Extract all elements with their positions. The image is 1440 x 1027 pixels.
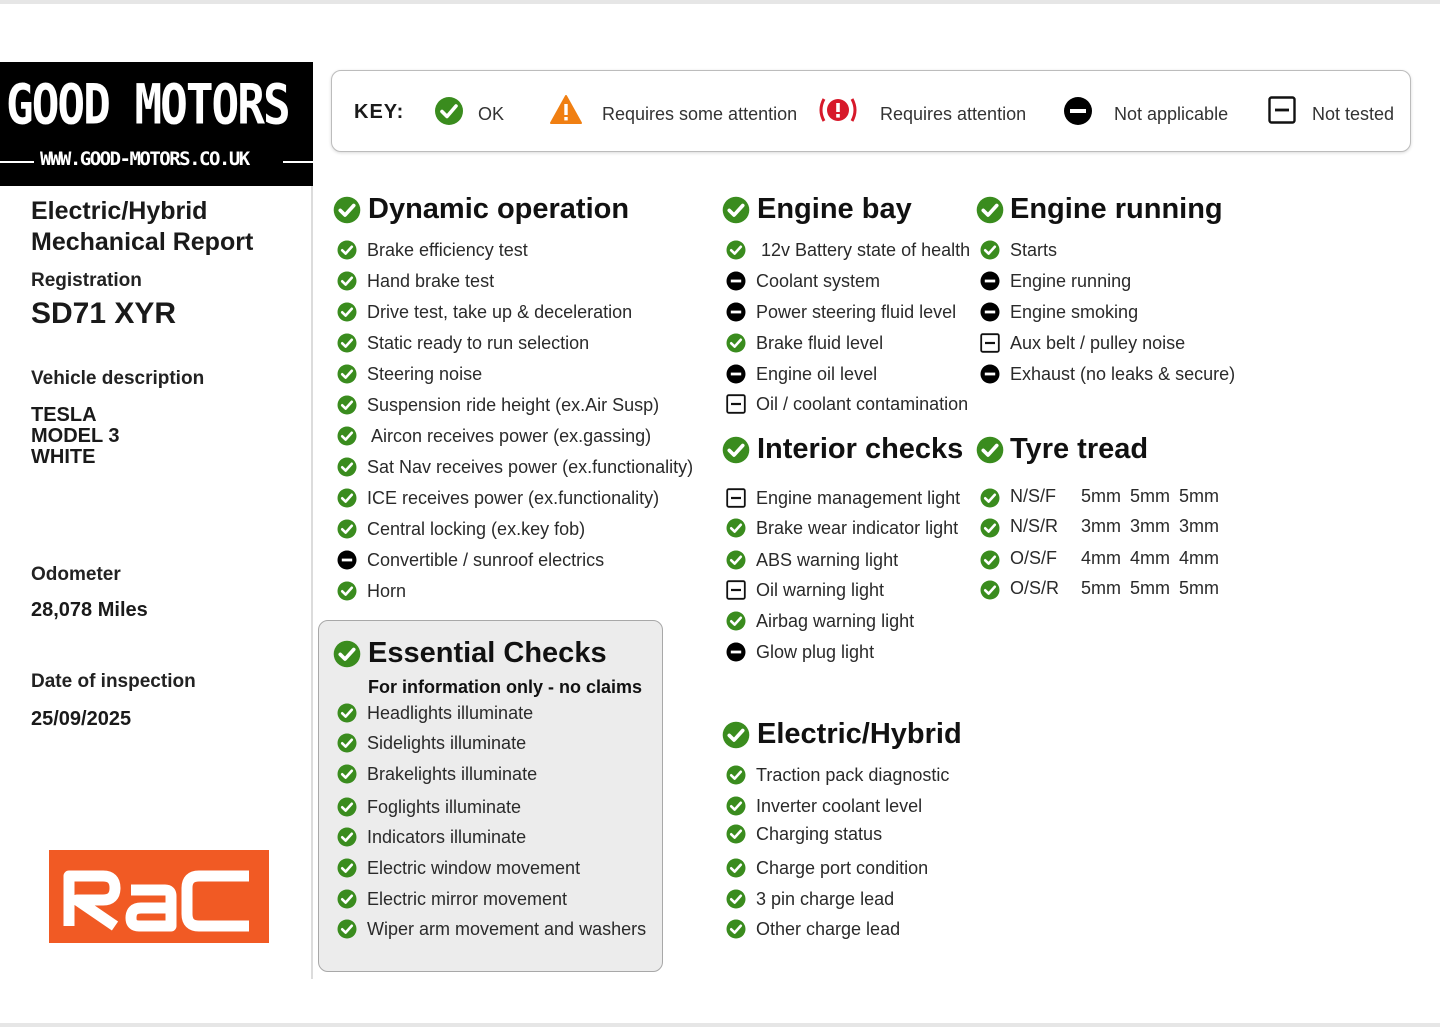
ok-check-icon	[722, 436, 750, 464]
ok-check-icon	[337, 919, 357, 939]
check-item-label: Power steering fluid level	[756, 302, 957, 322]
logo-rule-right	[283, 161, 313, 163]
check-item-label: Coolant system	[756, 271, 881, 291]
ok-check-icon	[337, 827, 357, 847]
check-item-label: Foglights illuminate	[367, 797, 522, 817]
ok-check-icon	[337, 488, 357, 508]
ok-check-icon	[722, 721, 750, 749]
ok-check-icon	[337, 333, 357, 353]
check-item-label: Static ready to run selection	[367, 333, 590, 353]
ok-check-icon	[337, 240, 357, 260]
ok-check-icon	[337, 764, 357, 784]
vehicle-model: MODEL 3	[31, 425, 120, 447]
check-item-label: Charge port condition	[756, 858, 929, 878]
odometer-label: Odometer	[31, 564, 121, 585]
check-item-label: Electric window movement	[367, 858, 581, 878]
rac-wordmark-icon	[49, 850, 269, 943]
ok-check-icon	[980, 518, 1000, 538]
ok-check-icon	[337, 302, 357, 322]
rac-logo	[49, 850, 269, 943]
logo-rule-left	[0, 161, 34, 163]
ok-check-icon	[980, 580, 1000, 600]
check-item-label: Inverter coolant level	[756, 796, 923, 816]
ok-check-icon	[337, 519, 357, 539]
check-item-label: Brake efficiency test	[367, 240, 528, 260]
warning-triangle-icon	[549, 94, 583, 125]
check-item-label: Airbag warning light	[756, 611, 915, 631]
ok-check-icon	[976, 196, 1004, 224]
not-applicable-icon	[726, 302, 746, 322]
ok-check-icon	[726, 919, 746, 939]
vehicle-colour: WHITE	[31, 446, 96, 468]
ok-check-icon	[337, 703, 357, 723]
key-attention-label: Requires attention	[880, 104, 1027, 124]
ok-check-icon	[726, 796, 746, 816]
key-ok-label: OK	[478, 104, 505, 124]
check-item-label: Hand brake test	[367, 271, 495, 291]
check-item-label: Headlights illuminate	[367, 703, 534, 723]
check-item-label: 12v Battery state of health	[756, 240, 971, 260]
ok-check-icon	[980, 488, 1000, 508]
key-title: KEY:	[354, 101, 405, 123]
not-applicable-icon	[1063, 96, 1093, 126]
ok-check-icon	[976, 436, 1004, 464]
not-tested-icon	[726, 488, 746, 508]
tyre-position: N/S/F	[1010, 486, 1057, 506]
ok-check-icon	[726, 824, 746, 844]
section-title-dynamic: Dynamic operation	[368, 193, 630, 225]
tyre-position: O/S/F	[1010, 548, 1058, 568]
check-item-label: Exhaust (no leaks & secure)	[1010, 364, 1236, 384]
tyre-tread-depths: 5mm 5mm 5mm	[1081, 486, 1219, 506]
ok-check-icon	[337, 364, 357, 384]
check-item-label: Suspension ride height (ex.Air Susp)	[367, 395, 660, 415]
top-border	[0, 0, 1440, 4]
section-title-engine-bay: Engine bay	[757, 193, 912, 225]
ok-check-icon	[337, 581, 357, 601]
check-item-label: Charging status	[756, 824, 883, 844]
check-item-label: Sidelights illuminate	[367, 733, 527, 753]
tyre-tread-depths: 5mm 5mm 5mm	[1081, 578, 1219, 598]
not-applicable-icon	[726, 642, 746, 662]
ok-check-icon	[726, 333, 746, 353]
not-tested-icon	[1268, 96, 1296, 124]
check-item-label: ICE receives power (ex.functionality)	[367, 488, 660, 508]
ok-check-icon	[726, 889, 746, 909]
check-item-label: Brake wear indicator light	[756, 518, 959, 538]
ok-check-icon	[337, 733, 357, 753]
ok-check-icon	[726, 518, 746, 538]
not-applicable-icon	[726, 364, 746, 384]
section-title-electric: Electric/Hybrid	[757, 718, 962, 750]
check-item-label: 3 pin charge lead	[756, 889, 895, 909]
check-item-label: Horn	[367, 581, 407, 601]
inspection-date-value: 25/09/2025	[31, 708, 132, 730]
not-tested-icon	[726, 580, 746, 600]
ok-check-icon	[726, 858, 746, 878]
check-item-label: Traction pack diagnostic	[756, 765, 950, 785]
check-item-label: Sat Nav receives power (ex.functionality)	[367, 457, 694, 477]
attention-alert-icon	[818, 95, 858, 125]
section-title-essential: Essential Checks	[368, 637, 607, 669]
odometer-value: 28,078 Miles	[31, 599, 148, 621]
ok-check-icon	[337, 271, 357, 291]
ok-check-icon	[722, 196, 750, 224]
check-item-label: Oil / coolant contamination	[756, 394, 969, 414]
tyre-position: N/S/R	[1010, 516, 1059, 536]
not-applicable-icon	[337, 550, 357, 570]
ok-check-icon	[337, 457, 357, 477]
check-item-label: Brake fluid level	[756, 333, 884, 353]
ok-check-icon	[337, 889, 357, 909]
not-tested-icon	[726, 394, 746, 414]
check-item-label: Aircon receives power (ex.gassing)	[367, 426, 652, 446]
registration-label: Registration	[31, 270, 142, 291]
key-some-attention-label: Requires some attention	[602, 104, 798, 124]
ok-check-icon	[980, 550, 1000, 570]
check-item-label: Central locking (ex.key fob)	[367, 519, 586, 539]
report-title: Electric/Hybrid Mechanical Report	[31, 197, 254, 256]
check-item-label: Aux belt / pulley noise	[1010, 333, 1186, 353]
not-applicable-icon	[980, 302, 1000, 322]
column-divider	[311, 186, 313, 979]
tyre-tread-depths: 4mm 4mm 4mm	[1081, 548, 1219, 568]
not-applicable-icon	[980, 271, 1000, 291]
check-item-label: ABS warning light	[756, 550, 899, 570]
check-item-label: Indicators illuminate	[367, 827, 527, 847]
key-not-tested-label: Not tested	[1312, 104, 1395, 124]
check-item-label: Engine smoking	[1010, 302, 1139, 322]
vehicle-make: TESLA	[31, 404, 97, 426]
ok-check-icon	[726, 240, 746, 260]
not-applicable-icon	[726, 271, 746, 291]
check-item-label: Other charge lead	[756, 919, 901, 939]
ok-check-icon	[980, 240, 1000, 260]
check-item-label: Drive test, take up & deceleration	[367, 302, 633, 322]
check-item-label: Engine running	[1010, 271, 1132, 291]
check-item-label: Engine oil level	[756, 364, 878, 384]
ok-check-icon	[337, 858, 357, 878]
tyre-tread-depths: 3mm 3mm 3mm	[1081, 516, 1219, 536]
section-title-engine-running: Engine running	[1010, 193, 1223, 225]
ok-check-icon	[726, 550, 746, 570]
check-item-label: Engine management light	[756, 488, 961, 508]
check-item-label: Brakelights illuminate	[367, 764, 538, 784]
tyre-position: O/S/R	[1010, 578, 1060, 598]
vehicle-description-label: Vehicle description	[31, 368, 205, 389]
not-tested-icon	[980, 333, 1000, 353]
bottom-border	[0, 1023, 1440, 1027]
inspection-date-label: Date of inspection	[31, 671, 196, 692]
not-applicable-icon	[980, 364, 1000, 384]
ok-check-icon	[726, 611, 746, 631]
ok-check-icon	[726, 765, 746, 785]
check-item-label: Oil warning light	[756, 580, 885, 600]
logo-url: WWW.GOOD-MOTORS.CO.UK	[40, 148, 249, 170]
ok-check-icon	[333, 196, 361, 224]
check-item-label: Convertible / sunroof electrics	[367, 550, 605, 570]
ok-check-icon	[434, 96, 464, 126]
check-item-label: Starts	[1010, 240, 1058, 260]
check-item-label: Glow plug light	[756, 642, 875, 662]
section-title-tyre-tread: Tyre tread	[1010, 433, 1149, 465]
registration-value: SD71 XYR	[31, 297, 177, 330]
check-item-label: Steering noise	[367, 364, 483, 384]
ok-check-icon	[333, 640, 361, 668]
key-not-applicable-label: Not applicable	[1114, 104, 1229, 124]
logo-name: GOOD MOTORS	[6, 72, 289, 137]
check-item-label: Electric mirror movement	[367, 889, 568, 909]
good-motors-logo	[0, 62, 313, 186]
check-item-label: Wiper arm movement and washers	[367, 919, 647, 939]
ok-check-icon	[337, 797, 357, 817]
essential-checks-subtitle: For information only - no claims	[368, 677, 643, 697]
ok-check-icon	[337, 395, 357, 415]
ok-check-icon	[337, 426, 357, 446]
section-title-interior: Interior checks	[757, 433, 964, 465]
